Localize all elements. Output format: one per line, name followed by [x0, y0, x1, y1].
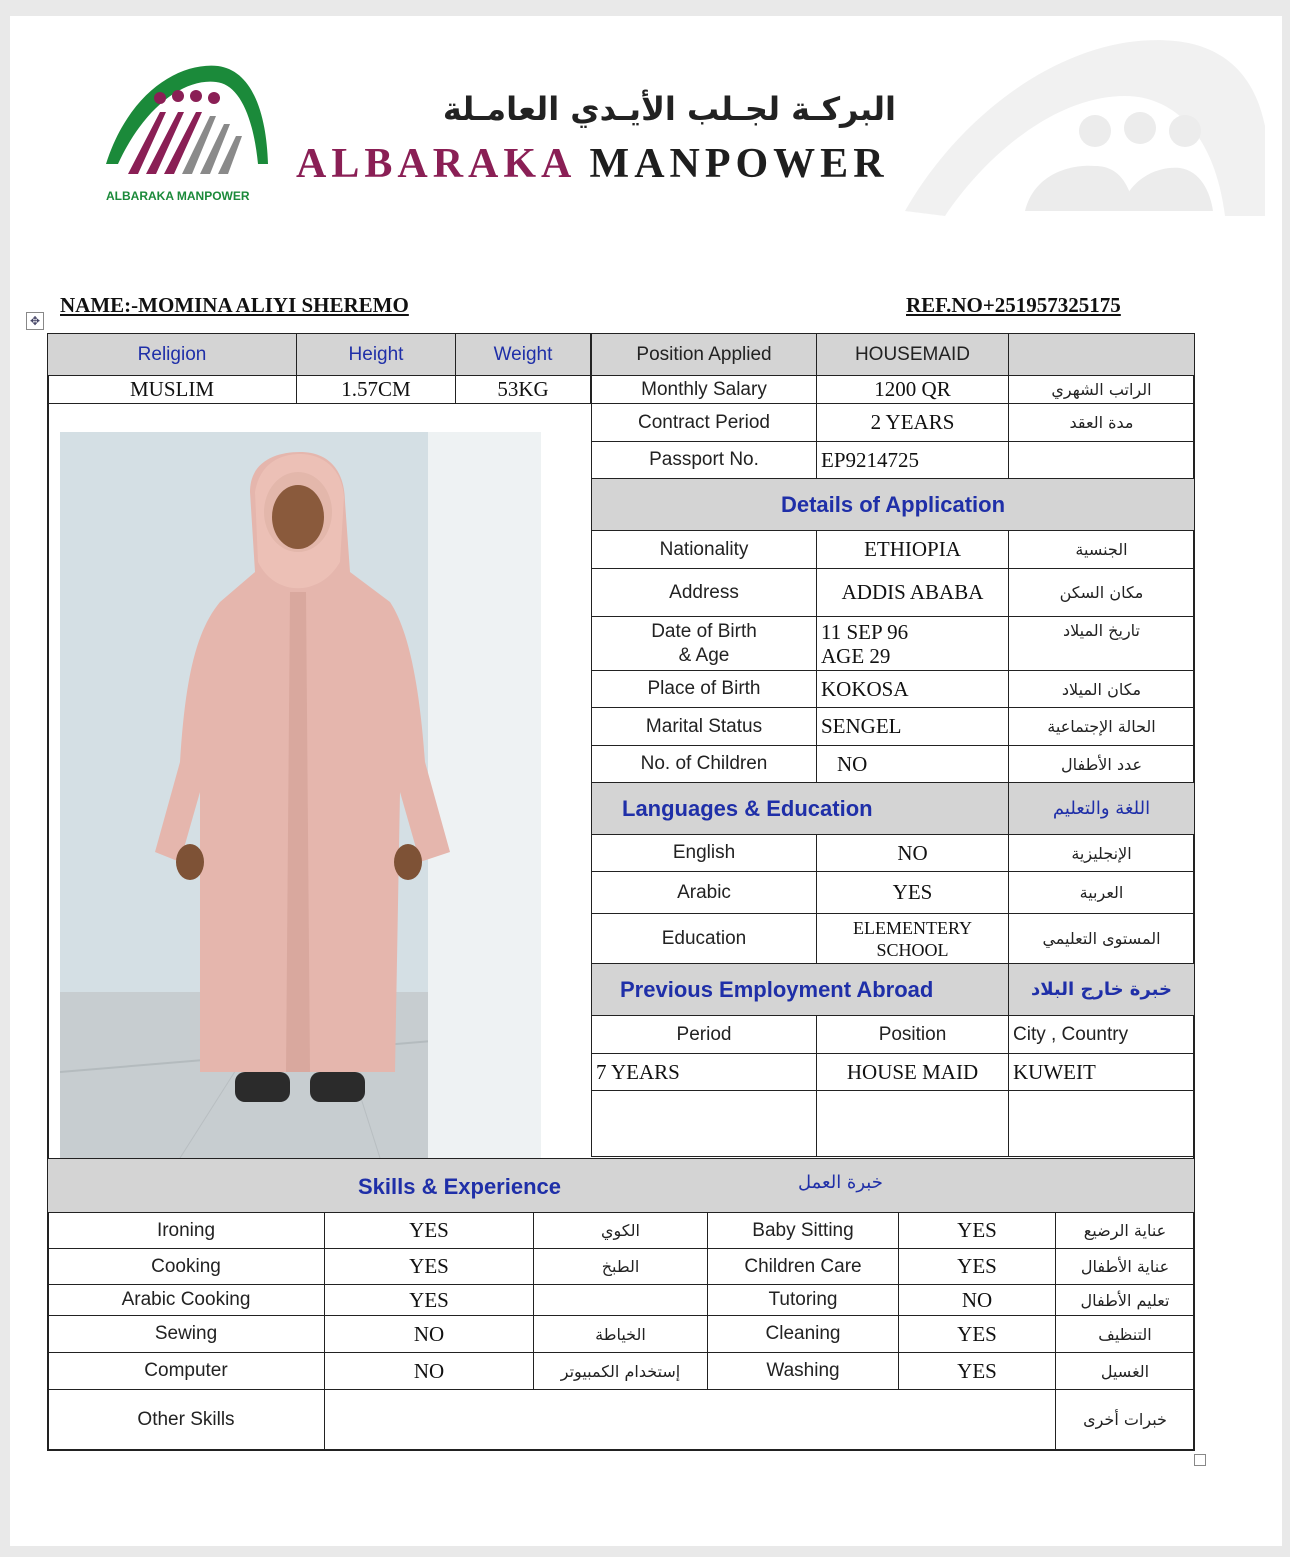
table-resize-handle-icon[interactable] — [1194, 1454, 1206, 1466]
arabic-ar: العربية — [1009, 872, 1195, 914]
pob-ar: مكان الميلاد — [1009, 671, 1195, 708]
marital-ar: الحالة الإجتماعية — [1009, 708, 1195, 746]
education-value — [817, 914, 1009, 964]
marital-label: Marital Status — [592, 708, 817, 746]
salary-value: 1200 QR — [817, 376, 1009, 404]
pob-label: Place of Birth — [592, 671, 817, 708]
cv-page — [10, 16, 1282, 1546]
height-value: 1.57CM — [297, 376, 456, 404]
children-value: NO — [817, 746, 1009, 783]
skill-washing: Washing — [708, 1353, 899, 1390]
english-label: English — [592, 835, 817, 872]
skill-ironing: Ironing — [48, 1213, 325, 1249]
dob-label-line1: Date of Birth — [651, 620, 757, 642]
table-move-handle-icon[interactable]: ✥ — [26, 312, 44, 330]
children-ar: عدد الأطفال — [1009, 746, 1195, 783]
skill-sewing-ar: الخياطة — [534, 1316, 708, 1353]
skill-sewing-value: NO — [325, 1316, 534, 1353]
position-label: Position Applied — [592, 334, 817, 376]
brand-part2: MANPOWER — [589, 141, 889, 187]
skill-computer-value: NO — [325, 1353, 534, 1390]
col-position: Position — [817, 1016, 1009, 1054]
watermark-logo — [905, 16, 1265, 216]
albaraka-logo — [98, 54, 278, 204]
other-skills-label: Other Skills — [48, 1390, 325, 1450]
address-label: Address — [592, 569, 817, 617]
skill-computer: Computer — [48, 1353, 325, 1390]
position-table — [591, 333, 1195, 1157]
skill-cooking: Cooking — [48, 1249, 325, 1285]
languages-title: Languages & Education — [592, 783, 1009, 835]
employment-title-ar: خبرة خارج البلاد — [1009, 964, 1195, 1016]
address-value: ADDIS ABABA — [817, 569, 1009, 617]
skill-tutoring-ar: تعليم الأطفال — [1056, 1285, 1195, 1316]
applicant-name: NAME:-MOMINA ALIYI SHEREMO — [60, 293, 409, 317]
skill-children-care-ar: عناية الأطفال — [1056, 1249, 1195, 1285]
skill-children-care: Children Care — [708, 1249, 899, 1285]
dob-value-line1: 11 SEP 96 — [821, 619, 909, 644]
education-ar: المستوى التعليمي — [1009, 914, 1195, 964]
ref-number: REF.NO+251957325175 — [906, 293, 1121, 317]
skill-baby-sitting-value: YES — [899, 1213, 1056, 1249]
skill-cleaning-ar: التنظيف — [1056, 1316, 1195, 1353]
marital-value: SENGEL — [817, 708, 1009, 746]
skill-cleaning: Cleaning — [708, 1316, 899, 1353]
col-period: Period — [592, 1016, 817, 1054]
contract-ar: مدة العقد — [1009, 404, 1195, 442]
skill-arabic-cooking-ar — [534, 1285, 708, 1316]
skill-baby-sitting-ar: عناية الرضيع — [1056, 1213, 1195, 1249]
employment-period: 7 YEARS — [592, 1054, 817, 1091]
skill-sewing: Sewing — [48, 1316, 325, 1353]
religion-label: Religion — [48, 334, 297, 376]
skills-table — [47, 1158, 1195, 1450]
dob-ar: تاريخ الميلاد — [1009, 617, 1195, 671]
dob-label-line2: & Age — [678, 644, 730, 666]
passport-label: Passport No. — [592, 442, 817, 479]
skills-title-ar: خبرة العمل — [798, 1171, 883, 1193]
weight-label: Weight — [456, 334, 591, 376]
employment-position: HOUSE MAID — [817, 1054, 1009, 1091]
skills-header — [48, 1159, 1195, 1213]
salary-ar: الراتب الشهري — [1009, 376, 1195, 404]
skill-tutoring: Tutoring — [708, 1285, 899, 1316]
skill-cooking-ar: الطبخ — [534, 1249, 708, 1285]
skill-washing-value: YES — [899, 1353, 1056, 1390]
nationality-ar: الجنسية — [1009, 531, 1195, 569]
contract-value: 2 YEARS — [817, 404, 1009, 442]
brand-english — [296, 140, 889, 188]
skill-washing-ar: الغسيل — [1056, 1353, 1195, 1390]
skill-baby-sitting: Baby Sitting — [708, 1213, 899, 1249]
skill-arabic-cooking-value: YES — [325, 1285, 534, 1316]
skill-tutoring-value: NO — [899, 1285, 1056, 1316]
languages-title-ar: اللغة والتعليم — [1009, 783, 1195, 835]
col-city: City , Country — [1009, 1016, 1195, 1054]
employment-city: KUWEIT — [1009, 1054, 1195, 1091]
passport-value: EP9214725 — [817, 442, 1009, 479]
skill-ironing-ar: الكوي — [534, 1213, 708, 1249]
skill-computer-ar: إستخدام الكمبيوتر — [534, 1353, 708, 1390]
arabic-label: Arabic — [592, 872, 817, 914]
english-value: NO — [817, 835, 1009, 872]
skill-ironing-value: YES — [325, 1213, 534, 1249]
skill-cleaning-value: YES — [899, 1316, 1056, 1353]
dob-value — [817, 617, 1009, 671]
education-value-line2: SCHOOL — [876, 939, 949, 960]
english-ar: الإنجليزية — [1009, 835, 1195, 872]
dob-label — [592, 617, 817, 671]
skill-arabic-cooking: Arabic Cooking — [48, 1285, 325, 1316]
contract-label: Contract Period — [592, 404, 817, 442]
education-label: Education — [592, 914, 817, 964]
pob-value: KOKOSA — [817, 671, 1009, 708]
height-label: Height — [297, 334, 456, 376]
religion-value: MUSLIM — [48, 376, 297, 404]
nationality-label: Nationality — [592, 531, 817, 569]
skill-children-care-value: YES — [899, 1249, 1056, 1285]
salary-label: Monthly Salary — [592, 376, 817, 404]
logo-caption: ALBARAKA MANPOWER — [106, 189, 250, 203]
other-skills-value — [325, 1390, 1056, 1450]
brand-part1: ALBARAKA — [296, 141, 575, 187]
children-label: No. of Children — [592, 746, 817, 783]
position-value: HOUSEMAID — [817, 334, 1009, 376]
basic-info-table — [47, 333, 591, 404]
dob-value-line2: AGE 29 — [821, 643, 891, 668]
details-title: Details of Application — [592, 479, 1195, 531]
arabic-value: YES — [817, 872, 1009, 914]
brand-arabic: البركـة لجـلب الأيـدي العامـلة — [442, 90, 896, 128]
address-ar: مكان السكن — [1009, 569, 1195, 617]
applicant-photo — [60, 432, 541, 1158]
education-value-line1: ELEMENTERY — [853, 917, 972, 938]
employment-title: Previous Employment Abroad — [592, 964, 1009, 1016]
skill-cooking-value: YES — [325, 1249, 534, 1285]
other-skills-ar: خبرات أخرى — [1056, 1390, 1195, 1450]
weight-value: 53KG — [456, 376, 591, 404]
skills-title: Skills & Experience — [358, 1173, 561, 1199]
nationality-value: ETHIOPIA — [817, 531, 1009, 569]
